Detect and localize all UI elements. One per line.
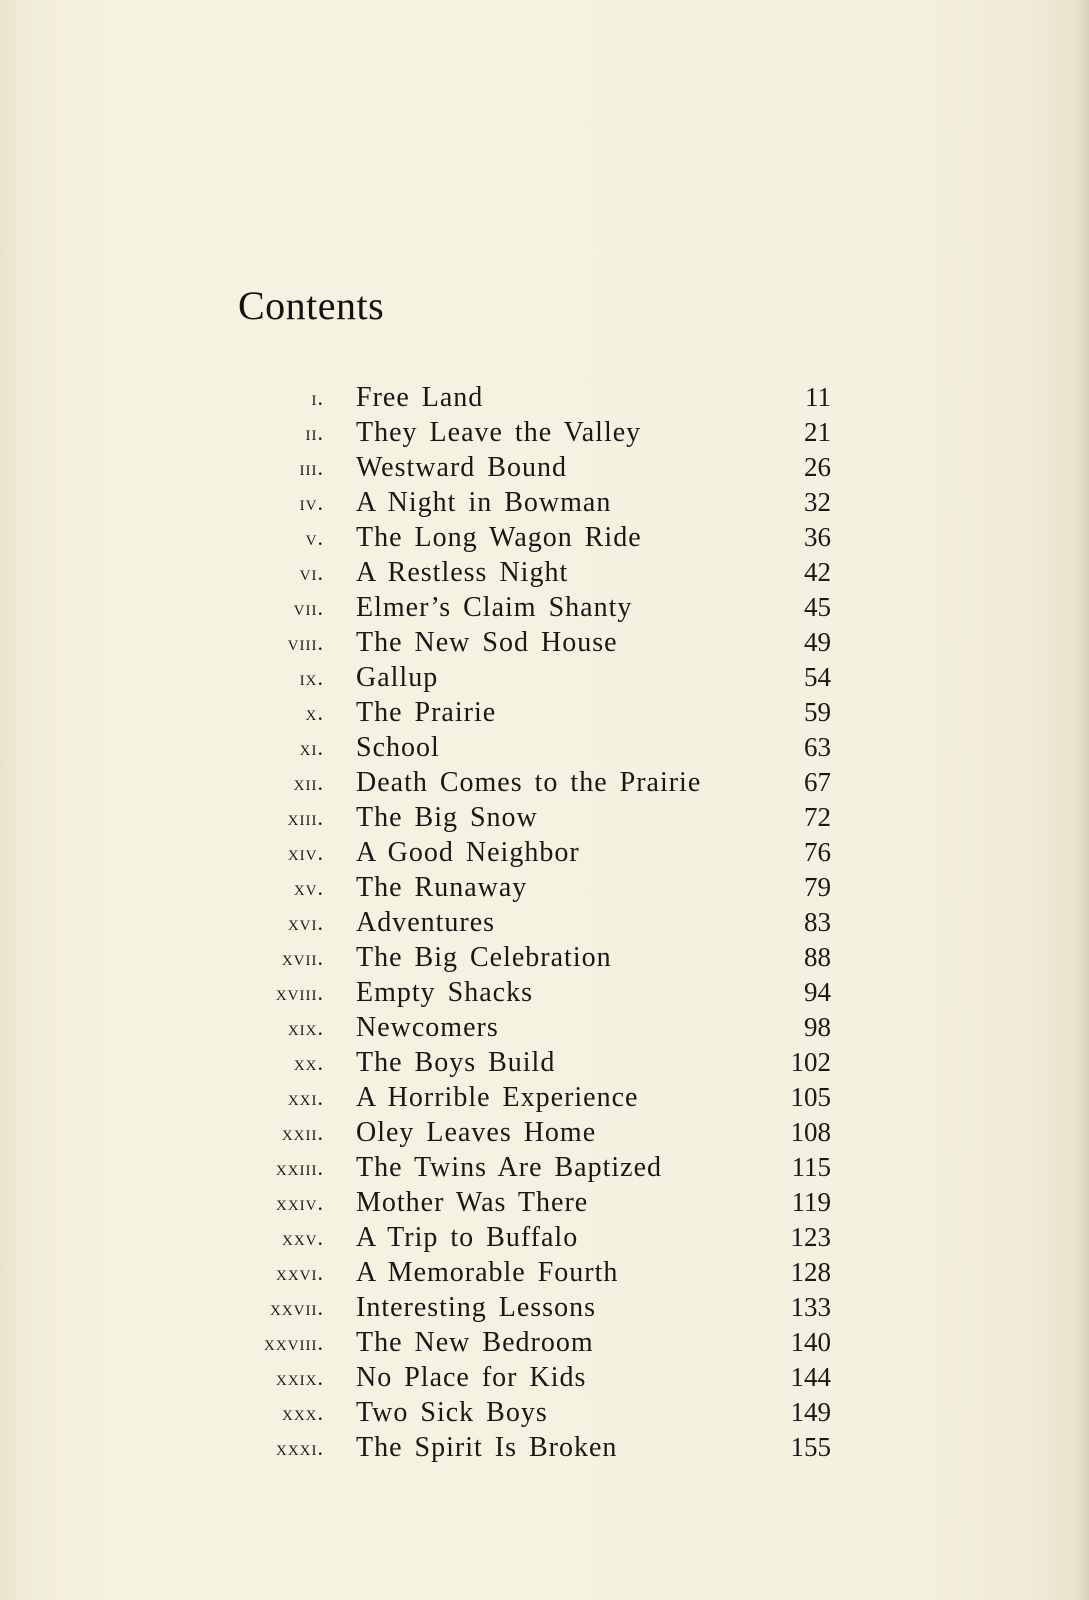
chapter-page-number: 36 bbox=[804, 522, 831, 552]
chapter-page-number: 42 bbox=[804, 557, 831, 587]
chapter-title: A Good Neighbor bbox=[356, 837, 580, 868]
chapter-numeral: xxvii. bbox=[270, 1295, 324, 1320]
chapter-title: Mother Was There bbox=[356, 1187, 589, 1218]
chapter-page-number: 72 bbox=[804, 802, 831, 832]
chapter-page-number: 94 bbox=[804, 977, 831, 1007]
chapter-numeral: xviii. bbox=[275, 980, 324, 1005]
toc-row bbox=[0, 975, 1089, 1010]
toc-row bbox=[0, 940, 1089, 975]
chapter-page-number: 115 bbox=[791, 1152, 831, 1182]
toc-row bbox=[0, 555, 1089, 590]
table-of-contents bbox=[0, 380, 1089, 1465]
chapter-page-number: 88 bbox=[804, 942, 831, 972]
toc-row bbox=[0, 450, 1089, 485]
toc-row bbox=[0, 1255, 1089, 1290]
chapter-title: No Place for Kids bbox=[356, 1362, 587, 1393]
toc-row bbox=[0, 695, 1089, 730]
chapter-numeral: viii. bbox=[287, 630, 324, 655]
chapter-numeral: xxiii. bbox=[275, 1155, 324, 1180]
chapter-numeral: xxiv. bbox=[276, 1190, 324, 1215]
toc-row bbox=[0, 870, 1089, 905]
chapter-page-number: 140 bbox=[790, 1327, 831, 1357]
chapter-numeral: xxxi. bbox=[276, 1435, 324, 1460]
chapter-numeral: xxviii. bbox=[264, 1330, 324, 1355]
toc-row bbox=[0, 1220, 1089, 1255]
chapter-page-number: 79 bbox=[804, 872, 831, 902]
chapter-title: The Twins Are Baptized bbox=[356, 1152, 663, 1183]
chapter-numeral: ix. bbox=[299, 665, 324, 690]
toc-row bbox=[0, 415, 1089, 450]
toc-row bbox=[0, 625, 1089, 660]
toc-row bbox=[0, 590, 1089, 625]
chapter-numeral: iii. bbox=[299, 455, 324, 480]
chapter-title: A Memorable Fourth bbox=[356, 1257, 619, 1288]
chapter-title: Newcomers bbox=[356, 1012, 499, 1043]
chapter-numeral: xxx. bbox=[282, 1400, 324, 1425]
chapter-page-number: 45 bbox=[804, 592, 831, 622]
chapter-page-number: 108 bbox=[790, 1117, 831, 1147]
chapter-numeral: xx. bbox=[293, 1050, 324, 1075]
chapter-numeral: xvii. bbox=[281, 945, 324, 970]
chapter-numeral: xii. bbox=[293, 770, 324, 795]
toc-row bbox=[0, 1185, 1089, 1220]
chapter-numeral: xix. bbox=[287, 1015, 324, 1040]
chapter-title: A Trip to Buffalo bbox=[356, 1222, 579, 1253]
chapter-title: The Runaway bbox=[356, 872, 528, 903]
chapter-title: The Long Wagon Ride bbox=[356, 522, 642, 553]
chapter-title: The New Bedroom bbox=[356, 1327, 594, 1358]
chapter-numeral: xxii. bbox=[281, 1120, 324, 1145]
toc-row bbox=[0, 1290, 1089, 1325]
chapter-title: Two Sick Boys bbox=[356, 1397, 548, 1428]
chapter-page-number: 21 bbox=[804, 417, 831, 447]
chapter-numeral: vii. bbox=[293, 595, 324, 620]
chapter-page-number: 144 bbox=[790, 1362, 831, 1392]
chapter-page-number: 98 bbox=[804, 1012, 831, 1042]
chapter-title: They Leave the Valley bbox=[356, 417, 642, 448]
chapter-page-number: 133 bbox=[790, 1292, 831, 1322]
chapter-title: The Spirit Is Broken bbox=[356, 1432, 618, 1463]
toc-row bbox=[0, 730, 1089, 765]
chapter-numeral: xvi. bbox=[287, 910, 324, 935]
chapter-page-number: 155 bbox=[790, 1432, 831, 1462]
toc-row bbox=[0, 1010, 1089, 1045]
toc-row bbox=[0, 485, 1089, 520]
chapter-numeral: xiii. bbox=[287, 805, 324, 830]
toc-row bbox=[0, 1395, 1089, 1430]
chapter-page-number: 67 bbox=[804, 767, 831, 797]
chapter-page-number: 59 bbox=[804, 697, 831, 727]
chapter-page-number: 49 bbox=[804, 627, 831, 657]
chapter-page-number: 54 bbox=[804, 662, 831, 692]
chapter-title: Westward Bound bbox=[356, 452, 567, 483]
chapter-title: The Prairie bbox=[356, 697, 497, 728]
chapter-numeral: xi. bbox=[299, 735, 324, 760]
chapter-numeral: xxv. bbox=[282, 1225, 324, 1250]
chapter-page-number: 123 bbox=[790, 1222, 831, 1252]
toc-row bbox=[0, 1080, 1089, 1115]
chapter-title: Oley Leaves Home bbox=[356, 1117, 597, 1148]
toc-row bbox=[0, 1150, 1089, 1185]
chapter-numeral: ii. bbox=[305, 420, 324, 445]
toc-row bbox=[0, 1430, 1089, 1465]
toc-row bbox=[0, 835, 1089, 870]
chapter-title: Gallup bbox=[356, 662, 439, 693]
chapter-title: The Boys Build bbox=[356, 1047, 556, 1078]
toc-row bbox=[0, 905, 1089, 940]
chapter-page-number: 63 bbox=[804, 732, 831, 762]
toc-row bbox=[0, 1360, 1089, 1395]
toc-row bbox=[0, 1325, 1089, 1360]
toc-row bbox=[0, 1115, 1089, 1150]
chapter-title: A Horrible Experience bbox=[356, 1082, 639, 1113]
chapter-title: The Big Celebration bbox=[356, 942, 612, 973]
chapter-title: Free Land bbox=[356, 382, 484, 413]
toc-row bbox=[0, 1045, 1089, 1080]
chapter-numeral: xiv. bbox=[287, 840, 324, 865]
toc-row bbox=[0, 380, 1089, 415]
toc-row bbox=[0, 765, 1089, 800]
chapter-numeral: x. bbox=[305, 700, 324, 725]
chapter-title: Interesting Lessons bbox=[356, 1292, 596, 1323]
chapter-numeral: i. bbox=[311, 385, 324, 410]
chapter-numeral: vi. bbox=[299, 560, 324, 585]
chapter-page-number: 32 bbox=[804, 487, 831, 517]
chapter-numeral: v. bbox=[305, 525, 324, 550]
chapter-title: A Restless Night bbox=[356, 557, 569, 588]
chapter-title: Empty Shacks bbox=[356, 977, 533, 1008]
chapter-title: Elmer’s Claim Shanty bbox=[356, 592, 633, 623]
page-title: Contents bbox=[238, 283, 385, 328]
chapter-title: Adventures bbox=[356, 907, 496, 938]
chapter-numeral: xxix. bbox=[276, 1365, 324, 1390]
chapter-page-number: 105 bbox=[790, 1082, 831, 1112]
chapter-page-number: 11 bbox=[805, 382, 831, 412]
toc-row bbox=[0, 660, 1089, 695]
chapter-page-number: 83 bbox=[804, 907, 831, 937]
toc-row bbox=[0, 520, 1089, 555]
chapter-page-number: 26 bbox=[804, 452, 831, 482]
chapter-page-number: 149 bbox=[790, 1397, 831, 1427]
chapter-title: Death Comes to the Prairie bbox=[356, 767, 702, 798]
chapter-page-number: 128 bbox=[790, 1257, 831, 1287]
chapter-numeral: xxvi. bbox=[276, 1260, 324, 1285]
chapter-title: The Big Snow bbox=[356, 802, 538, 833]
chapter-page-number: 119 bbox=[791, 1187, 831, 1217]
chapter-numeral: xxi. bbox=[287, 1085, 324, 1110]
chapter-page-number: 102 bbox=[790, 1047, 831, 1077]
chapter-title: The New Sod House bbox=[356, 627, 618, 658]
chapter-numeral: xv. bbox=[293, 875, 324, 900]
chapter-page-number: 76 bbox=[804, 837, 831, 867]
chapter-numeral: iv. bbox=[299, 490, 324, 515]
chapter-title: A Night in Bowman bbox=[356, 487, 612, 518]
chapter-title: School bbox=[356, 732, 440, 763]
toc-row bbox=[0, 800, 1089, 835]
